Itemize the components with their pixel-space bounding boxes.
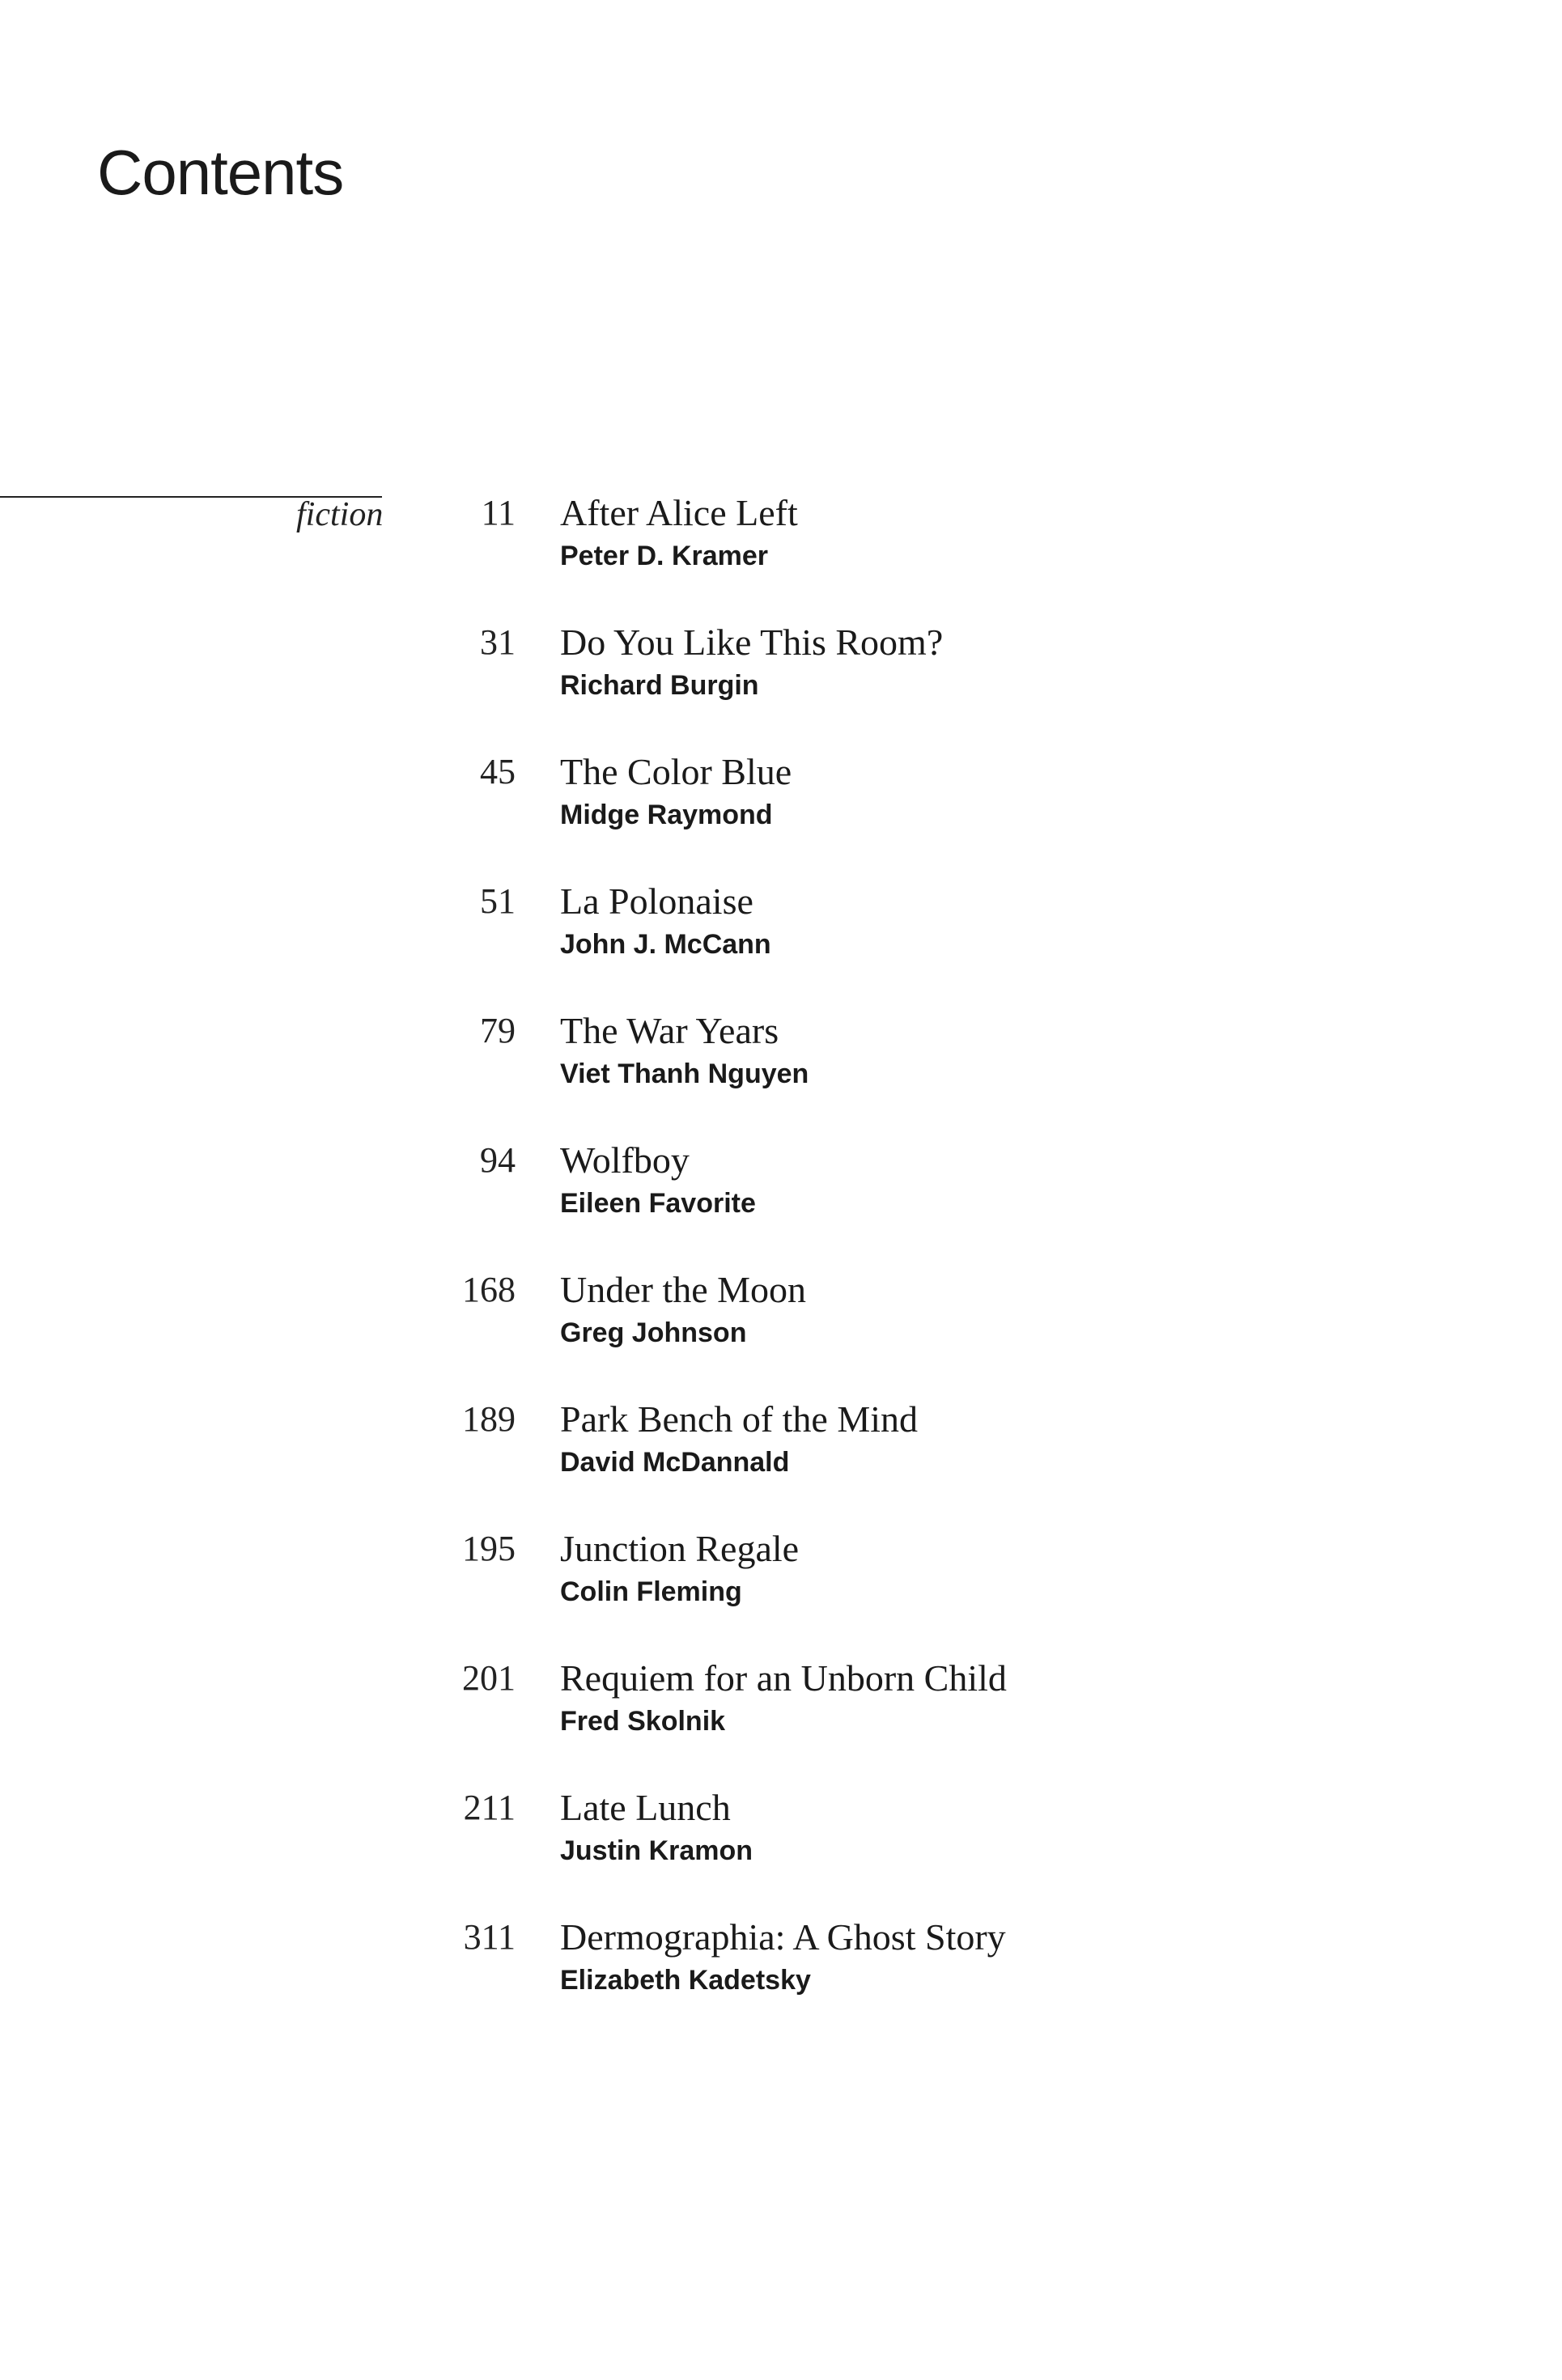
toc-page-number: 211 xyxy=(463,1788,516,1827)
toc-author: Colin Fleming xyxy=(560,1576,742,1607)
toc-page-number: 311 xyxy=(463,1917,516,1957)
toc-entry[interactable] xyxy=(453,1521,1424,1651)
toc-story-title[interactable]: Do You Like This Room? xyxy=(560,622,944,663)
toc-author: Fred Skolnik xyxy=(560,1706,726,1737)
toc-author: David McDannald xyxy=(560,1447,790,1478)
toc-author: Greg Johnson xyxy=(560,1317,747,1348)
toc-entry[interactable] xyxy=(453,615,1424,745)
toc-page-number: 168 xyxy=(462,1270,516,1309)
toc-story-title[interactable]: Dermographia: A Ghost Story xyxy=(560,1916,1006,1958)
toc-story-title[interactable]: Junction Regale xyxy=(560,1528,800,1569)
table-of-contents xyxy=(453,486,1424,2039)
toc-entry[interactable] xyxy=(453,486,1424,615)
toc-author: Peter D. Kramer xyxy=(560,541,769,571)
toc-entry[interactable] xyxy=(453,1910,1424,2039)
toc-entry[interactable] xyxy=(453,874,1424,1003)
toc-author: Richard Burgin xyxy=(560,670,759,701)
toc-page-number: 195 xyxy=(462,1529,516,1568)
toc-author: Eileen Favorite xyxy=(560,1188,756,1219)
toc-story-title[interactable]: Park Bench of the Mind xyxy=(560,1398,919,1440)
toc-story-title[interactable]: The War Years xyxy=(560,1010,779,1051)
toc-page-number: 51 xyxy=(480,881,516,921)
toc-entry[interactable] xyxy=(453,1392,1424,1521)
toc-entry[interactable] xyxy=(453,1133,1424,1262)
toc-story-title[interactable]: After Alice Left xyxy=(560,492,798,533)
toc-page-number: 94 xyxy=(480,1140,516,1180)
toc-entry[interactable] xyxy=(453,745,1424,874)
toc-story-title[interactable]: The Color Blue xyxy=(560,751,792,792)
toc-page-number: 201 xyxy=(462,1658,516,1698)
toc-page-number: 79 xyxy=(480,1011,516,1050)
toc-story-title[interactable]: Under the Moon xyxy=(560,1269,807,1310)
section-label-fiction: fiction xyxy=(296,496,384,533)
toc-entry[interactable] xyxy=(453,1651,1424,1780)
page-title: Contents xyxy=(97,137,344,208)
toc-page-number: 11 xyxy=(481,493,516,532)
toc-author: John J. McCann xyxy=(560,929,771,960)
toc-page-number: 189 xyxy=(462,1399,516,1439)
toc-page-number: 31 xyxy=(480,622,516,662)
toc-page-number: 45 xyxy=(480,752,516,791)
toc-entry[interactable] xyxy=(453,1262,1424,1392)
toc-story-title[interactable]: La Polonaise xyxy=(560,880,753,922)
toc-story-title[interactable]: Wolfboy xyxy=(560,1139,690,1181)
toc-author: Midge Raymond xyxy=(560,800,773,830)
toc-story-title[interactable]: Late Lunch xyxy=(560,1787,731,1828)
toc-story-title[interactable]: Requiem for an Unborn Child xyxy=(560,1657,1007,1699)
toc-entry[interactable] xyxy=(453,1780,1424,1910)
toc-author: Viet Thanh Nguyen xyxy=(560,1058,809,1089)
toc-author: Elizabeth Kadetsky xyxy=(560,1965,811,1996)
toc-author: Justin Kramon xyxy=(560,1835,753,1866)
toc-entry[interactable] xyxy=(453,1003,1424,1133)
